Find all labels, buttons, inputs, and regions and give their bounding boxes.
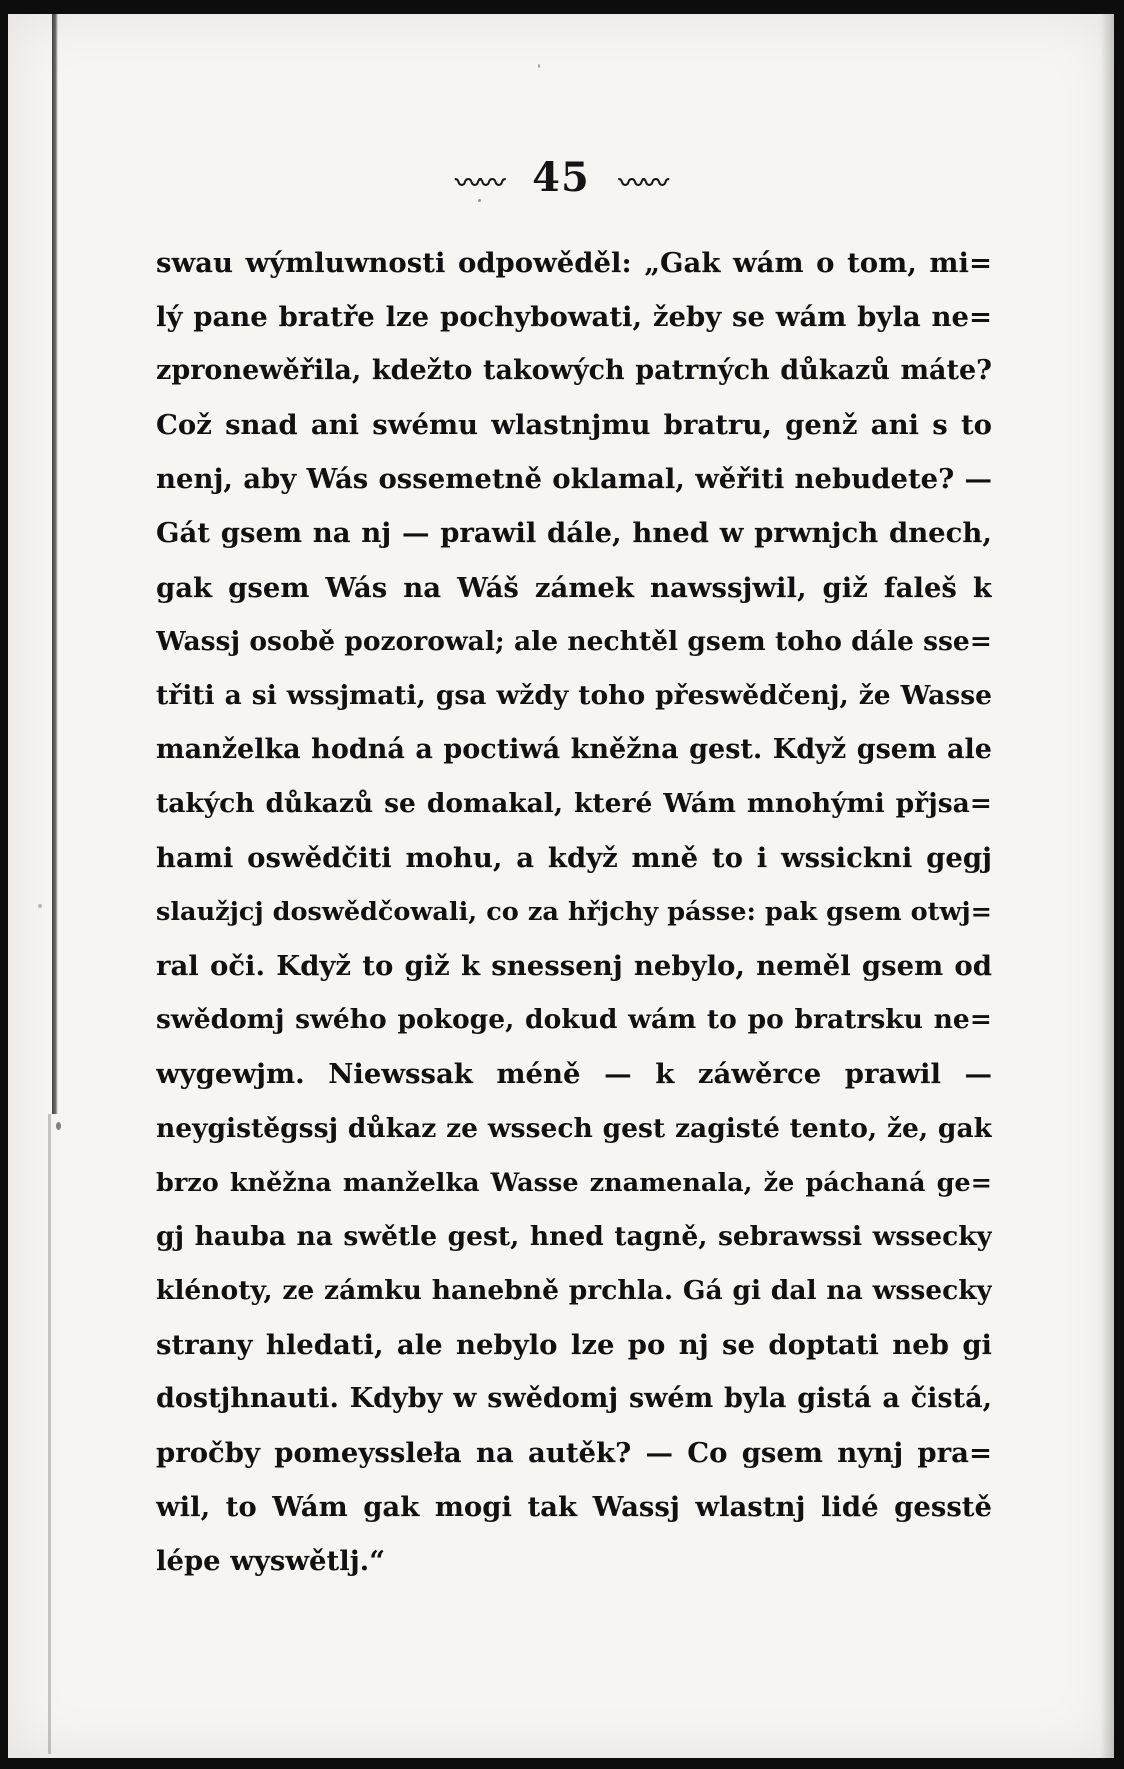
text-line: gak gsem Wás na Wáš zámek nawssjwil, giž faleš k xyxy=(156,571,992,604)
text-line: manželka hodná a poctiwá kněžna gest. Když gsem ale xyxy=(156,733,992,765)
text-line: slaužjcj doswědčowali, co za hřjchy pásse: pak gsem otwj= xyxy=(156,897,992,928)
ornament-right: 〰〰 xyxy=(618,168,667,199)
book-page xyxy=(8,14,1114,1758)
paper-speck xyxy=(56,1122,61,1130)
page-number: 45 xyxy=(532,154,590,201)
ornament-left: 〰〰 xyxy=(455,168,504,199)
text-line: wil, to Wám gak mogi tak Wassj wlastnj lidé gesstě xyxy=(156,1491,992,1524)
paper-speck xyxy=(538,64,540,68)
text-line: swau wýmluwnosti odpowěděl: „Gak wám o tom, mi= xyxy=(156,247,992,279)
paper-speck xyxy=(478,199,481,202)
text-line: klénoty, ze zámku hanebně prchla. Gá gi dal na wssecky xyxy=(156,1274,992,1306)
text-line: třiti a si wssjmati, gsa wždy toho přeswědčenj, že Wasse xyxy=(156,679,992,711)
body-text xyxy=(156,236,992,1588)
paper-speck xyxy=(38,904,42,908)
text-line: Wassj osobě pozorowal; ale nechtěl gsem toho dále sse= xyxy=(156,625,992,657)
text-line: swědomj swého pokoge, dokud wám to po bratrsku ne= xyxy=(156,1004,992,1036)
text-line: strany hledati, ale nebylo lze po nj se doptati neb gi xyxy=(156,1328,992,1361)
text-line: wygewjm. Niewssak méně — k záwěrce prawil — xyxy=(156,1058,992,1091)
text-line: hami oswědčiti mohu, a když mně to i wssickni gegj xyxy=(156,842,992,875)
page-right-edge xyxy=(1100,14,1114,1758)
text-line: nenj, aby Wás ossemetně oklamal, wěřiti nebudete? — xyxy=(156,463,992,496)
text-line: ral oči. Když to giž k snessenj nebylo, neměl gsem od xyxy=(156,950,992,983)
text-line: pročby pomeyssleła na autěk? — Co gsem nynj pra= xyxy=(156,1437,992,1470)
text-line: Což snad ani swému wlastnjmu bratru, genž ani s to xyxy=(156,409,992,442)
text-line: neygistěgssj důkaz ze wssech gest zagisté tento, že, gak xyxy=(156,1112,992,1144)
text-line: takých důkazů se domakal, které Wám mnohými přjsa= xyxy=(156,787,992,819)
text-line: lý pane bratře lze pochybowati, žeby se wám byla ne= xyxy=(156,301,992,334)
text-line: brzo kněžna manželka Wasse znamenala, že páchaná ge= xyxy=(156,1167,992,1198)
binding-edge-faint xyxy=(48,1114,51,1754)
text-line: gj hauba na swětle gest, hned tagně, sebrawssi wssecky xyxy=(156,1220,992,1252)
text-line: lépe wyswětlj.“ xyxy=(156,1545,386,1578)
text-line: Gát gsem na nj — prawil dále, hned w prwnjch dnech, xyxy=(156,517,992,550)
page-header xyxy=(8,154,1114,201)
text-line: zpronewěřila, kdežto takowých patrných důkazů máte? xyxy=(156,355,992,387)
text-line: dostjhnauti. Kdyby w swědomj swém byla gistá a čistá, xyxy=(156,1382,992,1414)
